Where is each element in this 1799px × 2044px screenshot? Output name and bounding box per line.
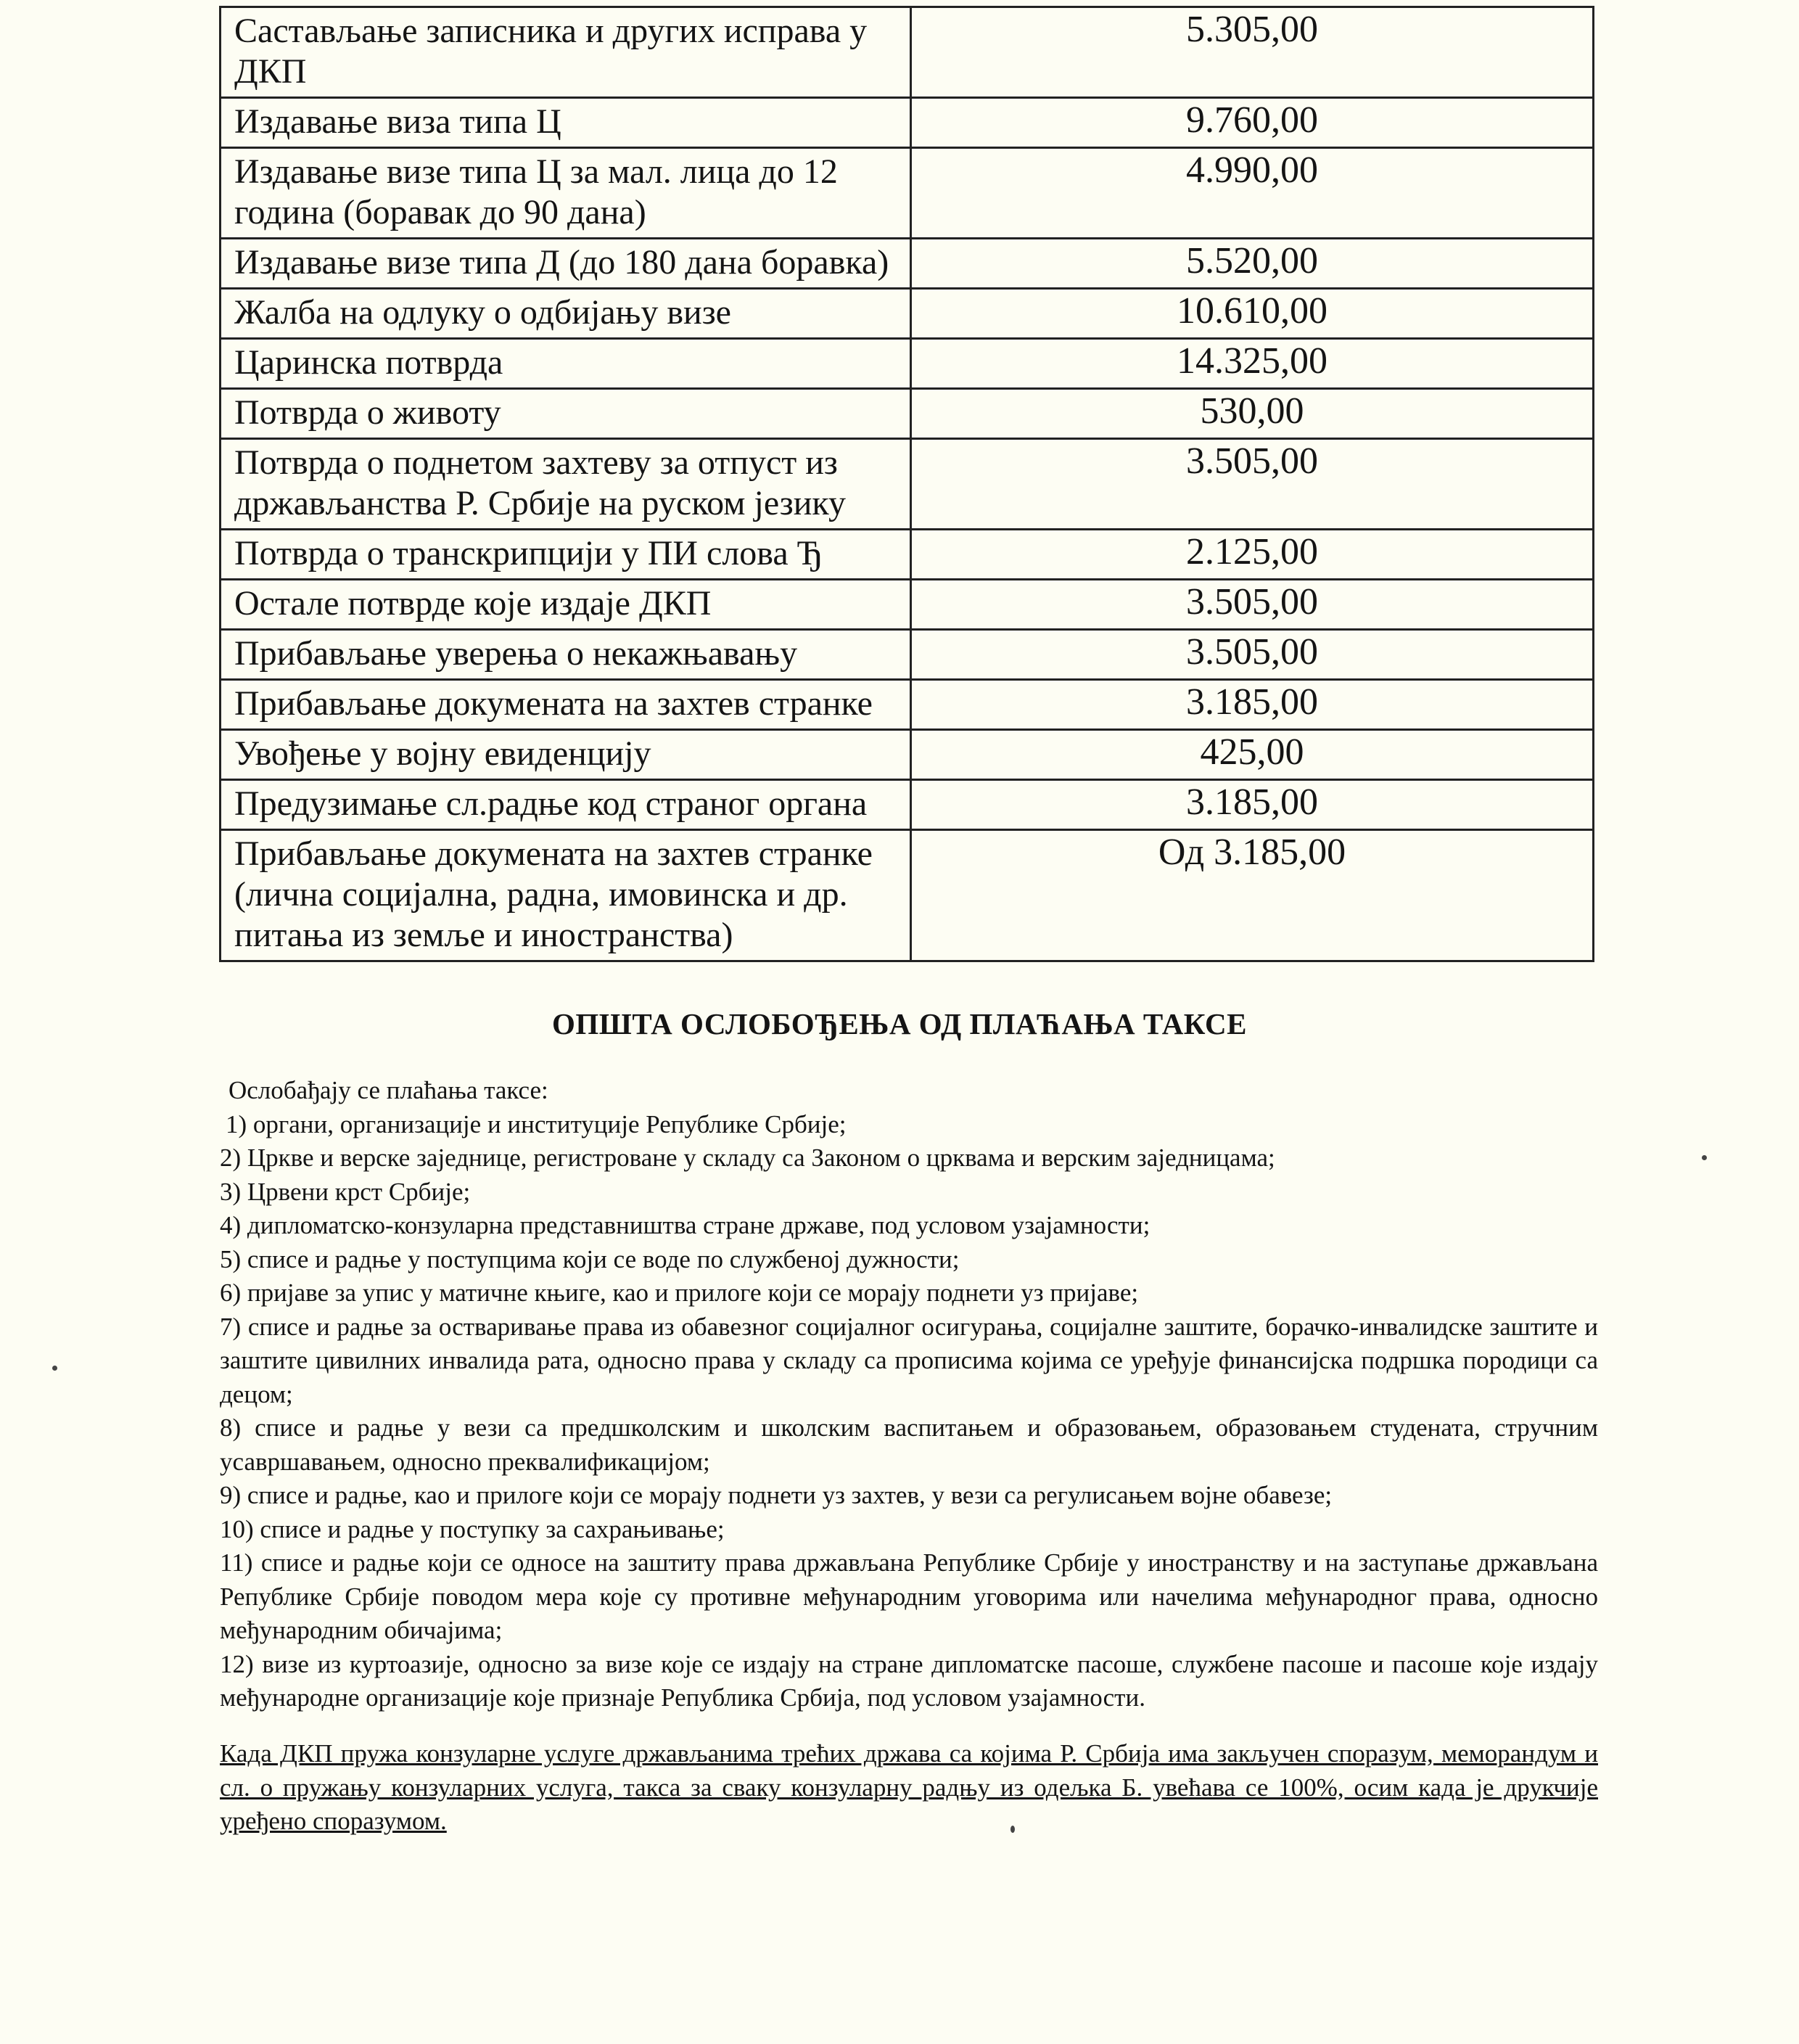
scan-speck (1010, 1826, 1015, 1833)
fee-row (221, 239, 1594, 289)
exemption-item: 2) Цркве и верске заједнице, регистроване у складу са Законом о црквама и верским заједницама; (220, 1144, 1275, 1172)
fee-row (221, 289, 1594, 339)
exemption-item: 8) списе и радње у вези са предшколским и школским васпитањем и образовањем, образовањем студената, стручним усавршавањем, односно преквалификацијом; (220, 1413, 1598, 1476)
scan-speck (52, 1366, 57, 1371)
fee-row (221, 389, 1594, 439)
fee-row (221, 98, 1594, 148)
amount-cell: 14.325,00 (911, 339, 1594, 389)
service-cell: Царинска потврда (221, 339, 911, 389)
exemption-item: 1) органи, организације и институције Републике Србије; (226, 1109, 847, 1138)
fee-row (221, 730, 1594, 780)
fee-table-body (221, 7, 1594, 961)
service-cell: Прибављање докумената на захтев странке (лична социјална, радна, имовинска и др. питања из земље и иностранства) (221, 830, 911, 961)
exemptions-intro: Ослобађају се плаћања таксе: (229, 1076, 548, 1104)
surcharge-note: Када ДКП пружа конзуларне услуге држављанима трећих држава са којима Р. Србија има закључен споразум, меморандум и сл. о пружању конзуларних услуга, такса за сваку конзуларну радњу из одељка Б. увећава се 100%, осим када је друкчије уређено споразумом. (220, 1739, 1598, 1835)
amount-cell: 2.125,00 (911, 530, 1594, 580)
fee-row (221, 780, 1594, 830)
amount-cell: Од 3.185,00 (911, 830, 1594, 961)
exemption-item: 10) списе и радње у поступку за сахрањивање; (220, 1514, 725, 1543)
service-cell: Издавање визе типа Д (до 180 дана боравка) (221, 239, 911, 289)
exemption-item: 7) списе и радње за остваривање права из обавезног социјалног осигурања, социјалне заштите, борачко-инвалидске заштите и заштите цивилних инвалида рата, односно права у складу са прописима којима се уређује финансијска подршка породици са децом; (220, 1312, 1598, 1408)
exemption-item: 12) визе из куртоазије, односно за визе које се издају на стране дипломатске пасоше, службене пасоше и пасоше које издају међународне организације које признаје Република Србија, под условом узајамности. (220, 1649, 1598, 1712)
service-cell: Потврда о животу (221, 389, 911, 439)
amount-cell: 3.185,00 (911, 680, 1594, 730)
fee-row (221, 439, 1594, 530)
exemption-item: 4) дипломатско-конзуларна представништва стране државе, под условом узајамности; (220, 1211, 1150, 1239)
amount-cell: 5.305,00 (911, 7, 1594, 98)
service-cell: Састављање записника и других исправа у ДКП (221, 7, 911, 98)
service-cell: Прибављање уверења о некажњавању (221, 630, 911, 680)
amount-cell: 3.505,00 (911, 439, 1594, 530)
fee-row (221, 530, 1594, 580)
exemption-item: 11) списе и радње који се односе на заштиту права држављана Републике Србије у иностранству и на заступање држављана Републике Србије поводом мера које су противне међународним уговорима или начелима међународног права, односно међународним обичајима; (220, 1548, 1598, 1644)
amount-cell: 5.520,00 (911, 239, 1594, 289)
amount-cell: 425,00 (911, 730, 1594, 780)
fee-row (221, 339, 1594, 389)
amount-cell: 10.610,00 (911, 289, 1594, 339)
fee-table (219, 6, 1594, 962)
service-cell: Издавање виза типа Ц (221, 98, 911, 148)
service-cell: Издавање визе типа Ц за мал. лица до 12 година (боравак до 90 дана) (221, 148, 911, 239)
exemption-item: 5) списе и радње у поступцима који се воде по службеној дужности; (220, 1244, 960, 1273)
amount-cell: 3.505,00 (911, 630, 1594, 680)
amount-cell: 530,00 (911, 389, 1594, 439)
exemption-item: 9) списе и радње, као и прилоге који се морају поднети уз захтев, у вези са регулисањем војне обавезе; (220, 1481, 1333, 1509)
service-cell: Предузимање сл.радње код страног органа (221, 780, 911, 830)
service-cell: Потврда о поднетом захтеву за отпуст из држављанства Р. Србије на руском језику (221, 439, 911, 530)
fee-row (221, 630, 1594, 680)
service-cell: Прибављање докумената на захтев странке (221, 680, 911, 730)
exemptions-heading: ОПШТА ОСЛОБОЂЕЊА ОД ПЛАЋАЊА ТАКСЕ (552, 1007, 1247, 1041)
fee-row (221, 148, 1594, 239)
amount-cell: 4.990,00 (911, 148, 1594, 239)
amount-cell: 3.505,00 (911, 580, 1594, 630)
exemptions-list (220, 1074, 1598, 1715)
fee-row (221, 580, 1594, 630)
scan-speck (1702, 1155, 1707, 1160)
service-cell: Жалба на одлуку о одбијању визе (221, 289, 911, 339)
fee-row (221, 680, 1594, 730)
exemption-item: 3) Црвени крст Србије; (220, 1177, 471, 1206)
amount-cell: 3.185,00 (911, 780, 1594, 830)
service-cell: Потврда о транскрипцији у ПИ слова Ђ (221, 530, 911, 580)
fee-row (221, 7, 1594, 98)
service-cell: Увођење у војну евиденцију (221, 730, 911, 780)
service-cell: Остале потврде које издаје ДКП (221, 580, 911, 630)
amount-cell: 9.760,00 (911, 98, 1594, 148)
fee-row (221, 830, 1594, 961)
exemption-item: 6) пријаве за упис у матичне књиге, као и прилоге који се морају поднети уз пријаве; (220, 1278, 1139, 1307)
